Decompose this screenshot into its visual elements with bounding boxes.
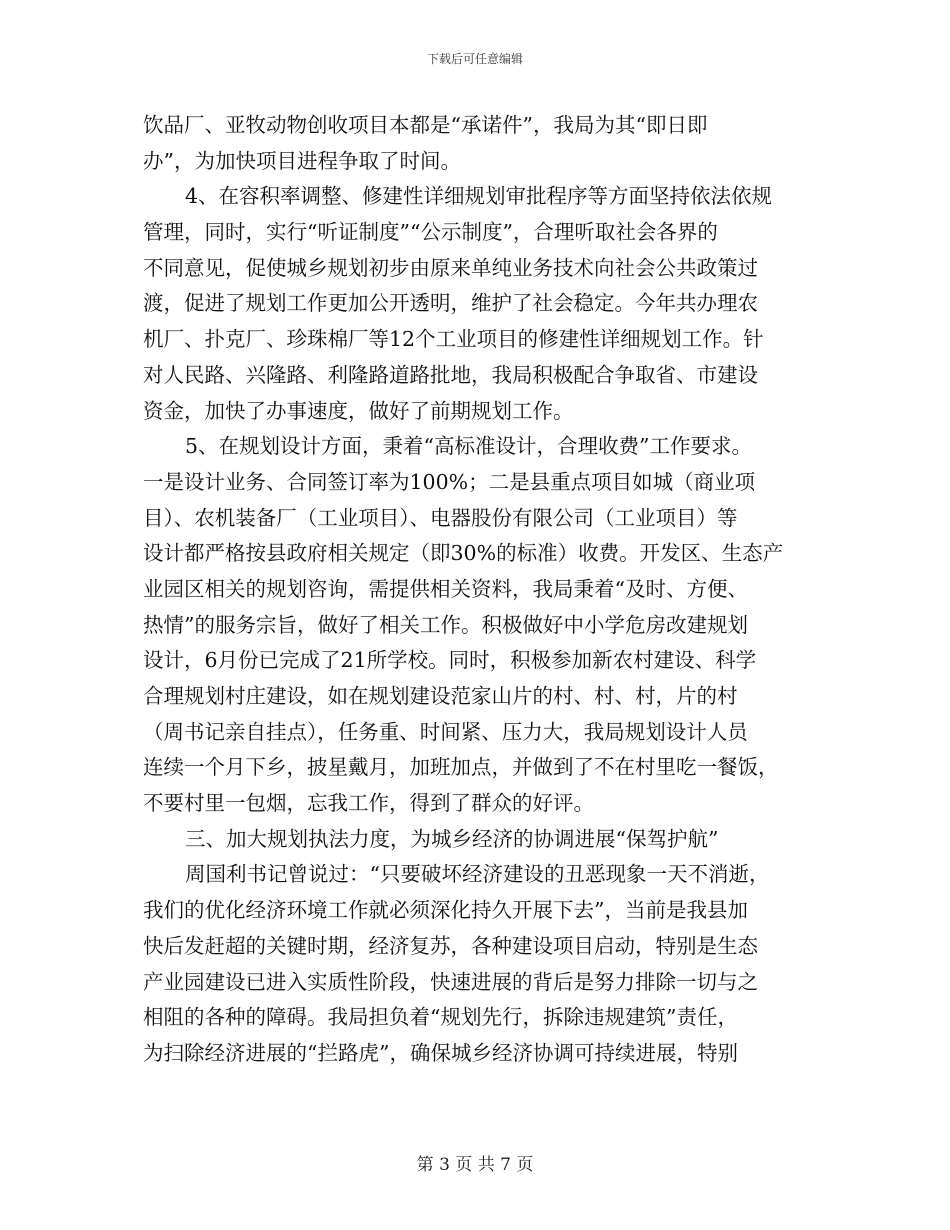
- text-line: 资金，加快了办事速度，做好了前期规划工作。: [143, 398, 574, 423]
- text-line: 为扫除经济进展的“拦路虎”，确保城乡经济协调可持续进展，特别: [143, 1040, 738, 1065]
- text-line: 业园区相关的规划咨询，需提供相关资料，我局秉着“及时、方便、: [143, 576, 748, 601]
- text-line: （周书记亲自挂点），任务重、时间紧、压力大，我局规划设计人员: [143, 719, 748, 744]
- text-line: 快后发赶超的关键时期，经济复苏，各种建设项目启动，特别是生态: [143, 933, 758, 958]
- text-line: 设计，6月份已完成了21所学校。同时，积极参加新农村建设、科学: [143, 648, 757, 673]
- page-header: 下载后可任意编辑: [426, 52, 523, 66]
- text-line: 设计都严格按县政府相关规定（即30%的标准）收费。开发区、生态产: [143, 541, 784, 566]
- text-line: 办”，为加快项目进程争取了时间。: [143, 148, 461, 173]
- text-line: 一是设计业务、合同签订率为100%；二是县重点项目如城（商业项: [143, 469, 756, 494]
- text-line: 热情”的服务宗旨，做好了相关工作。积极做好中小学危房改建规划: [143, 612, 748, 637]
- text-line: 不要村里一包烟，忘我工作，得到了群众的好评。: [143, 791, 594, 816]
- document-body: [143, 108, 808, 1072]
- text-line: 相阻的各种的障碍。我局担负着“规划先行，拆除违规建筑”责任，: [143, 1005, 738, 1030]
- text-line: 连续一个月下乡，披星戴月，加班加点，并做到了不在村里吃一餐饭，: [143, 755, 779, 780]
- text-line: 我们的优化经济环境工作就必须深化持久开展下去”，当前是我县加: [143, 898, 748, 923]
- text-line: 渡，促进了规划工作更加公开透明，维护了社会稳定。今年共办理农: [143, 291, 758, 316]
- text-line: 产业园建设已进入实质性阶段，快速进展的背后是努力排除一切与之: [143, 969, 758, 994]
- text-line: 对人民路、兴隆路、利隆路道路批地，我局积极配合争取省、市建设: [143, 362, 758, 387]
- text-line: 合理规划村庄建设，如在规划建设范家山片的村、村、村，片的村: [143, 684, 738, 708]
- text-line: 5、在规划设计方面，秉着“高标准设计，合理收费”工作要求。: [185, 434, 753, 459]
- text-line: 周国利书记曾说过：“只要破坏经济建设的丑恶现象一天不消逝，: [185, 862, 770, 887]
- text-line: 4、在容积率调整、修建性详细规划审批程序等方面坚持依法依规: [185, 184, 773, 209]
- text-line: 目）、农机装备厂（工业项目）、电器股份有限公司（工业项目）等: [143, 505, 738, 530]
- page-footer: 第 3 页 共 7 页: [416, 1155, 534, 1175]
- text-line: 机厂、扑克厂、珍珠棉厂等12个工业项目的修建性详细规划工作。针: [143, 327, 764, 352]
- text-line: 不同意见，促使城乡规划初步由原来单纯业务技术向社会公共政策过: [143, 255, 758, 280]
- text-line: 饮品厂、亚牧动物创收项目本都是“承诺件”，我局为其“即日即: [143, 113, 708, 137]
- text-line: 三、加大规划执法力度，为城乡经济的协调进展“保驾护航”: [185, 826, 719, 851]
- text-line: 管理，同时，实行“听证制度”“公示制度”，合理听取社会各界的: [143, 220, 718, 245]
